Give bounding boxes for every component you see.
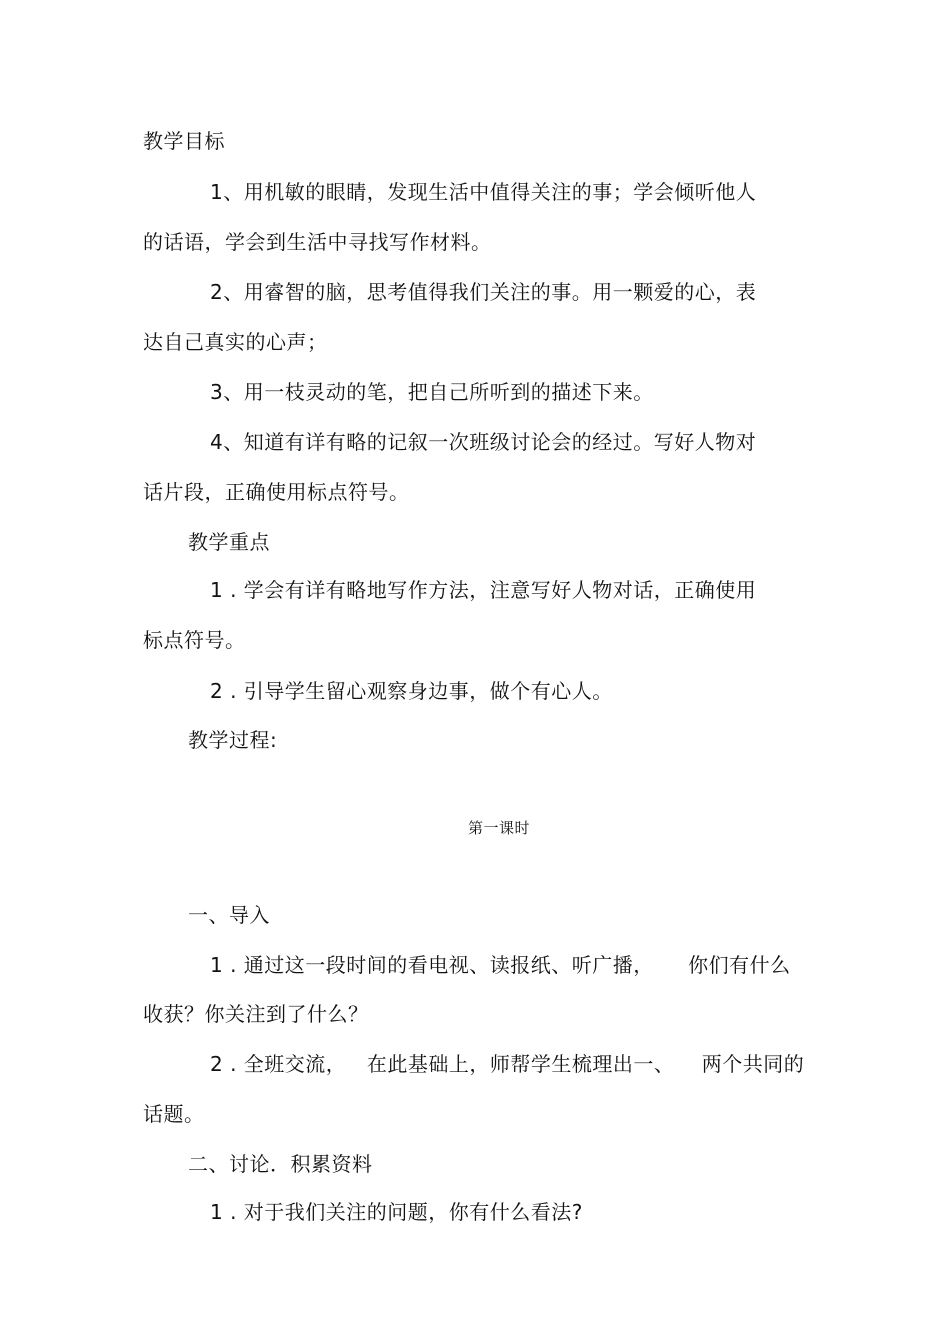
goal-4-line-1: 4、知道有详有略的记叙一次班级讨论会的经过。写好人物对 <box>210 430 757 454</box>
goal-3-line-1: 3、用一枝灵动的笔，把自己所听到的描述下来。 <box>210 380 654 404</box>
goal-1-line-1: 1、用机敏的眼睛，发现生活中值得关注的事；学会倾听他人 <box>210 180 757 204</box>
discuss-1-line-1: 1 . 对于我们关注的问题，你有什么看法? <box>210 1200 583 1224</box>
intro-1-line-2: 收获？你关注到了什么？ <box>143 1002 369 1026</box>
key-1-line-1: 1 . 学会有详有略地写作方法，注意写好人物对话，正确使用 <box>210 578 757 602</box>
intro-2-line-2: 话题。 <box>143 1102 205 1126</box>
section-1-heading: 一、导入 <box>188 903 270 927</box>
heading-teaching-key: 教学重点 <box>188 530 270 554</box>
intro-2-line-1: 2 . 全班交流， 在此基础上，师帮学生梳理出一、 两个共同的 <box>210 1052 805 1076</box>
goal-1-line-2: 的话语，学会到生活中寻找写作材料。 <box>143 230 492 254</box>
key-1-line-2: 标点符号。 <box>143 628 246 652</box>
goal-4-line-2: 话片段，正确使用标点符号。 <box>143 480 410 504</box>
lesson-title: 第一课时 <box>468 819 531 837</box>
goal-2-line-2: 达自己真实的心声； <box>143 330 328 354</box>
heading-teaching-process: 教学过程: <box>188 728 278 752</box>
key-2-line-1: 2 . 引导学生留心观察身边事，做个有心人。 <box>210 679 613 703</box>
section-2-heading: 二、讨论．积累资料 <box>188 1152 373 1176</box>
intro-1-line-1: 1 . 通过这一段时间的看电视、读报纸、听广播， 你们有什么 <box>210 953 791 977</box>
goal-2-line-1: 2、用睿智的脑，思考值得我们关注的事。用一颗爱的心，表 <box>210 280 757 304</box>
heading-teaching-goals: 教学目标 <box>143 129 225 153</box>
